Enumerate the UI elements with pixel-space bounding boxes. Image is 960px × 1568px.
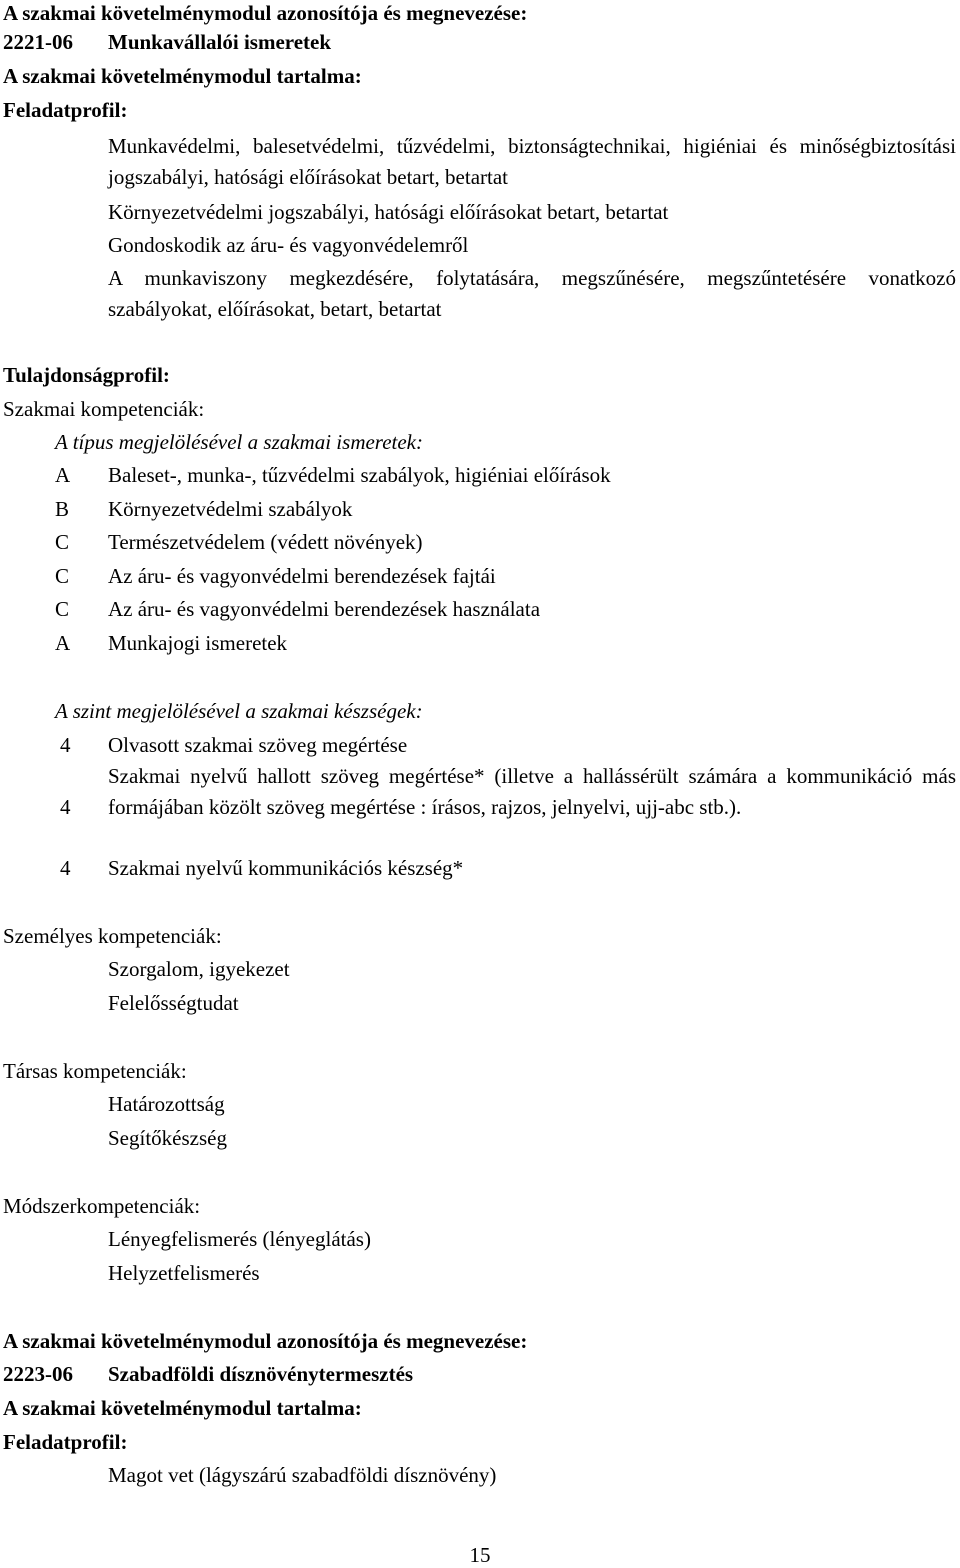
personal-competencies-heading: Személyes kompetenciák: [3,924,222,948]
skills-heading: A szint megjelölésével a szakmai készségek: [55,699,423,723]
knowledge-text: Környezetvédelmi szabályok [108,497,353,521]
skill-text: Olvasott szakmai szöveg megértése [108,733,408,757]
knowledge-heading: A típus megjelölésével a szakmai ismeretek: [55,430,423,454]
module-code: 2223-06 [3,1362,73,1386]
task-item: Munkavédelmi, balesetvédelmi, tűzvédelmi, biztonságtechnikai, higiéniai és minőségbiztosítási jogszabályi, hatósági előírásokat betart, betartat [108,134,956,189]
skill-text: Szakmai nyelvű hallott szöveg megértése* (illetve a hallássérült számára a kommunikáció más formájában közölt szöveg megértése : írásos, rajzos, jelnyelvi, ujj-abc stb.). [108,764,956,819]
professional-competencies-heading: Szakmai kompetenciák: [3,397,205,421]
knowledge-type: C [55,597,70,621]
module-content-heading: A szakmai követelménymodul tartalma: [3,1396,362,1420]
knowledge-text: Munkajogi ismeretek [108,631,288,655]
task-item: Környezetvédelmi jogszabályi, hatósági előírásokat betart, betartat [108,200,669,224]
knowledge-type: B [55,497,70,521]
method-competencies-heading: Módszerkompetenciák: [3,1194,201,1218]
task-item: Gondoskodik az áru- és vagyonvédelemről [108,233,469,257]
module-code: 2221-06 [3,30,73,54]
social-competencies-heading: Társas kompetenciák: [3,1059,187,1083]
knowledge-text: Baleset-, munka-, tűzvédelmi szabályok, higiéniai előírások [108,463,611,487]
module-content-heading: A szakmai követelménymodul tartalma: [3,64,362,88]
property-profile-heading: Tulajdonságprofil: [3,363,170,387]
knowledge-type: A [55,631,71,655]
skill-text: Szakmai nyelvű kommunikációs készség* [108,856,464,880]
social-competency: Segítőkészség [108,1126,227,1150]
method-competency: Lényegfelismerés (lényeglátás) [108,1227,371,1251]
task-item: A munkaviszony megkezdésére, folytatására, megszűnésére, megszűntetésére vonatkozó szabályokat, előírásokat, betart, betartat [108,266,956,321]
module-name: Munkavállalói ismeretek [108,30,332,54]
skill-level: 4 [60,733,71,757]
knowledge-type: C [55,530,70,554]
method-competency: Helyzetfelismerés [108,1261,260,1285]
skill-level: 4 [60,795,71,819]
page-number: 15 [469,1543,491,1567]
skill-level: 4 [60,856,71,880]
task-profile-heading: Feladatprofil: [3,98,128,122]
knowledge-type: A [55,463,71,487]
module-name: Szabadföldi dísznövénytermesztés [108,1362,414,1386]
module-id-heading: A szakmai követelménymodul azonosítója és megnevezése: [3,1329,528,1353]
personal-competency: Felelősségtudat [108,991,239,1015]
knowledge-text: Az áru- és vagyonvédelmi berendezések használata [108,597,541,621]
task-item: Magot vet (lágyszárú szabadföldi dísznövény) [108,1463,497,1487]
knowledge-text: Az áru- és vagyonvédelmi berendezések fajtái [108,564,496,588]
module-id-heading: A szakmai követelménymodul azonosítója és megnevezése: [3,1,528,25]
personal-competency: Szorgalom, igyekezet [108,957,290,981]
social-competency: Határozottság [108,1092,225,1116]
knowledge-text: Természetvédelem (védett növények) [108,530,423,554]
task-profile-heading: Feladatprofil: [3,1430,128,1454]
knowledge-type: C [55,564,70,588]
